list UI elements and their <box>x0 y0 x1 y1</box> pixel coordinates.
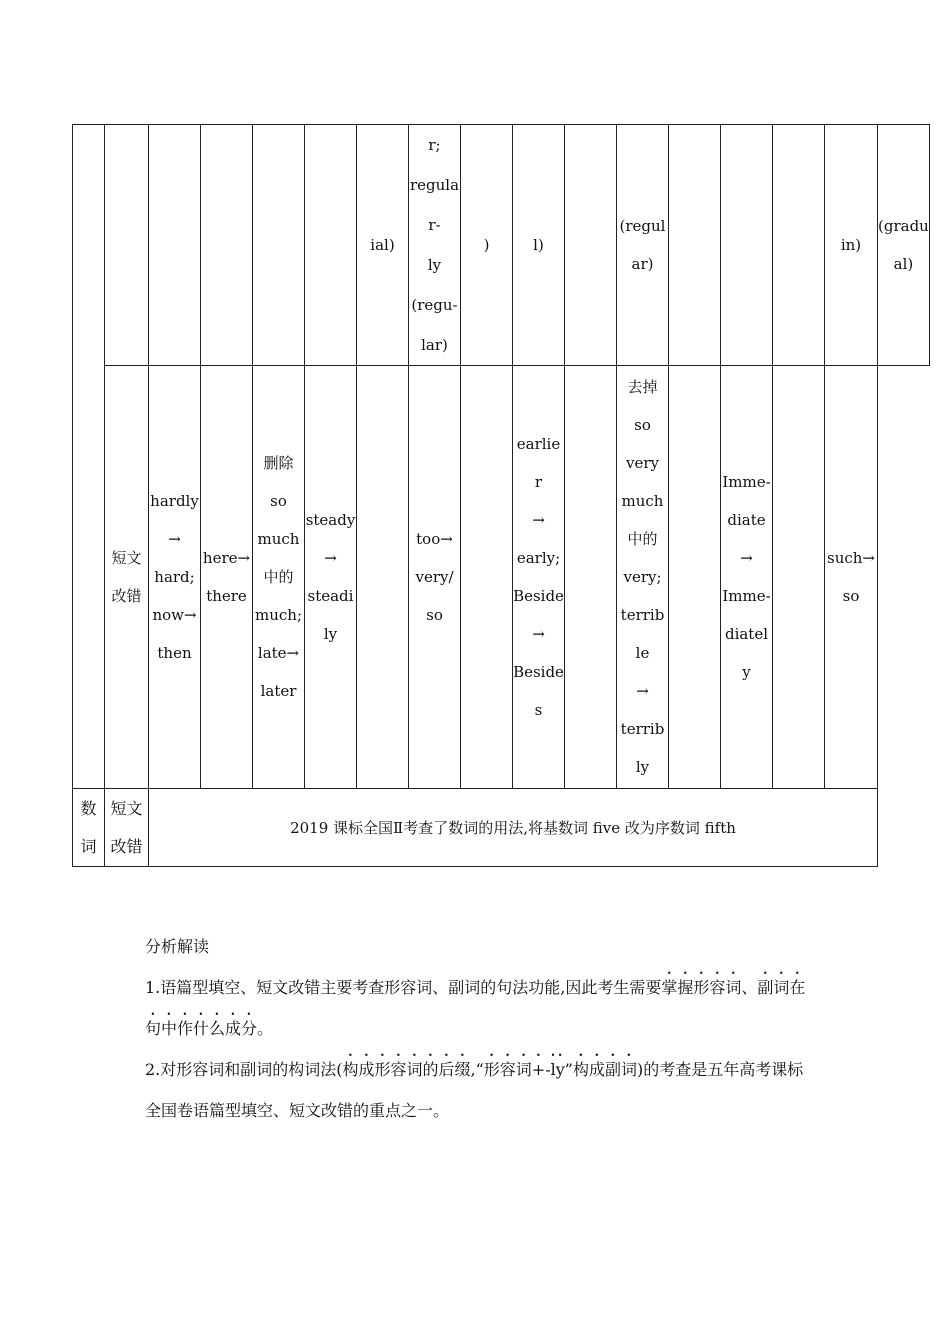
analysis-section <box>145 926 815 1131</box>
category-cell-empty <box>73 125 105 789</box>
category-label: 数词 <box>73 789 105 867</box>
label-cell-empty <box>105 125 149 366</box>
emphasized-text: 掌握形容词、副词在句中作什么成分 <box>145 978 806 1038</box>
table-cell: l) <box>513 125 565 366</box>
table-cell: steady → steadi ly <box>305 366 357 789</box>
table-cell <box>565 366 617 789</box>
table-row <box>73 366 930 789</box>
table-cell <box>149 125 201 366</box>
table-cell: in) <box>825 125 878 366</box>
table-cell: Imme- diate → Imme- diatel y <box>721 366 773 789</box>
table-row <box>73 789 930 867</box>
row-label: 短文改错 <box>105 789 149 867</box>
row-label: 短文改错 <box>105 366 149 789</box>
table-cell <box>773 366 825 789</box>
emphasized-text: 构成副词 <box>572 1060 637 1079</box>
table-cell <box>669 366 721 789</box>
analysis-paragraph-2: 2.对形容词和副词的构词法(构成形容词的后缀,“形容词+-ly”构成副词)的考查是五年高考课标全国卷语篇型填空、短文改错的重点之一。 <box>145 1060 804 1120</box>
table-cell: earlie r → early; Beside → Beside s <box>513 366 565 789</box>
table-cell: too→ very/ so <box>409 366 461 789</box>
table-cell: r; regula r- ly (regu- lar) <box>409 125 461 366</box>
table-cell: (regul ar) <box>617 125 669 366</box>
emphasized-text: 形容词+-ly <box>483 1060 565 1079</box>
table-cell <box>565 125 617 366</box>
table-cell <box>773 125 825 366</box>
table-cell: ial) <box>357 125 409 366</box>
table-cell: hardly → hard; now→ then <box>149 366 201 789</box>
emphasized-text: 构成形容词的后缀 <box>342 1060 471 1079</box>
table-cell: 删除 so much 中的 much; late→ later <box>253 366 305 789</box>
analysis-paragraph-1: 1.语篇型填空、短文改错主要考查形容词、副词的句法功能,因此考生需要掌握形容词、副词在句中作什么成分。 <box>145 978 806 1038</box>
table-cell: 去掉 so very much 中的 very; terrib le → terrib ly <box>617 366 669 789</box>
table-cell: ) <box>461 125 513 366</box>
table-cell <box>357 366 409 789</box>
table-cell <box>461 366 513 789</box>
table-cell <box>305 125 357 366</box>
table-cell <box>253 125 305 366</box>
table-cell: such→ so <box>825 366 878 789</box>
table-row <box>73 125 930 366</box>
table-cell <box>669 125 721 366</box>
table-cell <box>201 125 253 366</box>
usage-table <box>72 124 930 867</box>
table-cell: here→ there <box>201 366 253 789</box>
note-cell: 2019 课标全国Ⅱ考查了数词的用法,将基数词 five 改为序数词 fifth <box>149 789 878 867</box>
analysis-heading: 分析解读 <box>145 937 210 956</box>
table-cell: (gradu al) <box>878 125 930 366</box>
table-cell <box>721 125 773 366</box>
